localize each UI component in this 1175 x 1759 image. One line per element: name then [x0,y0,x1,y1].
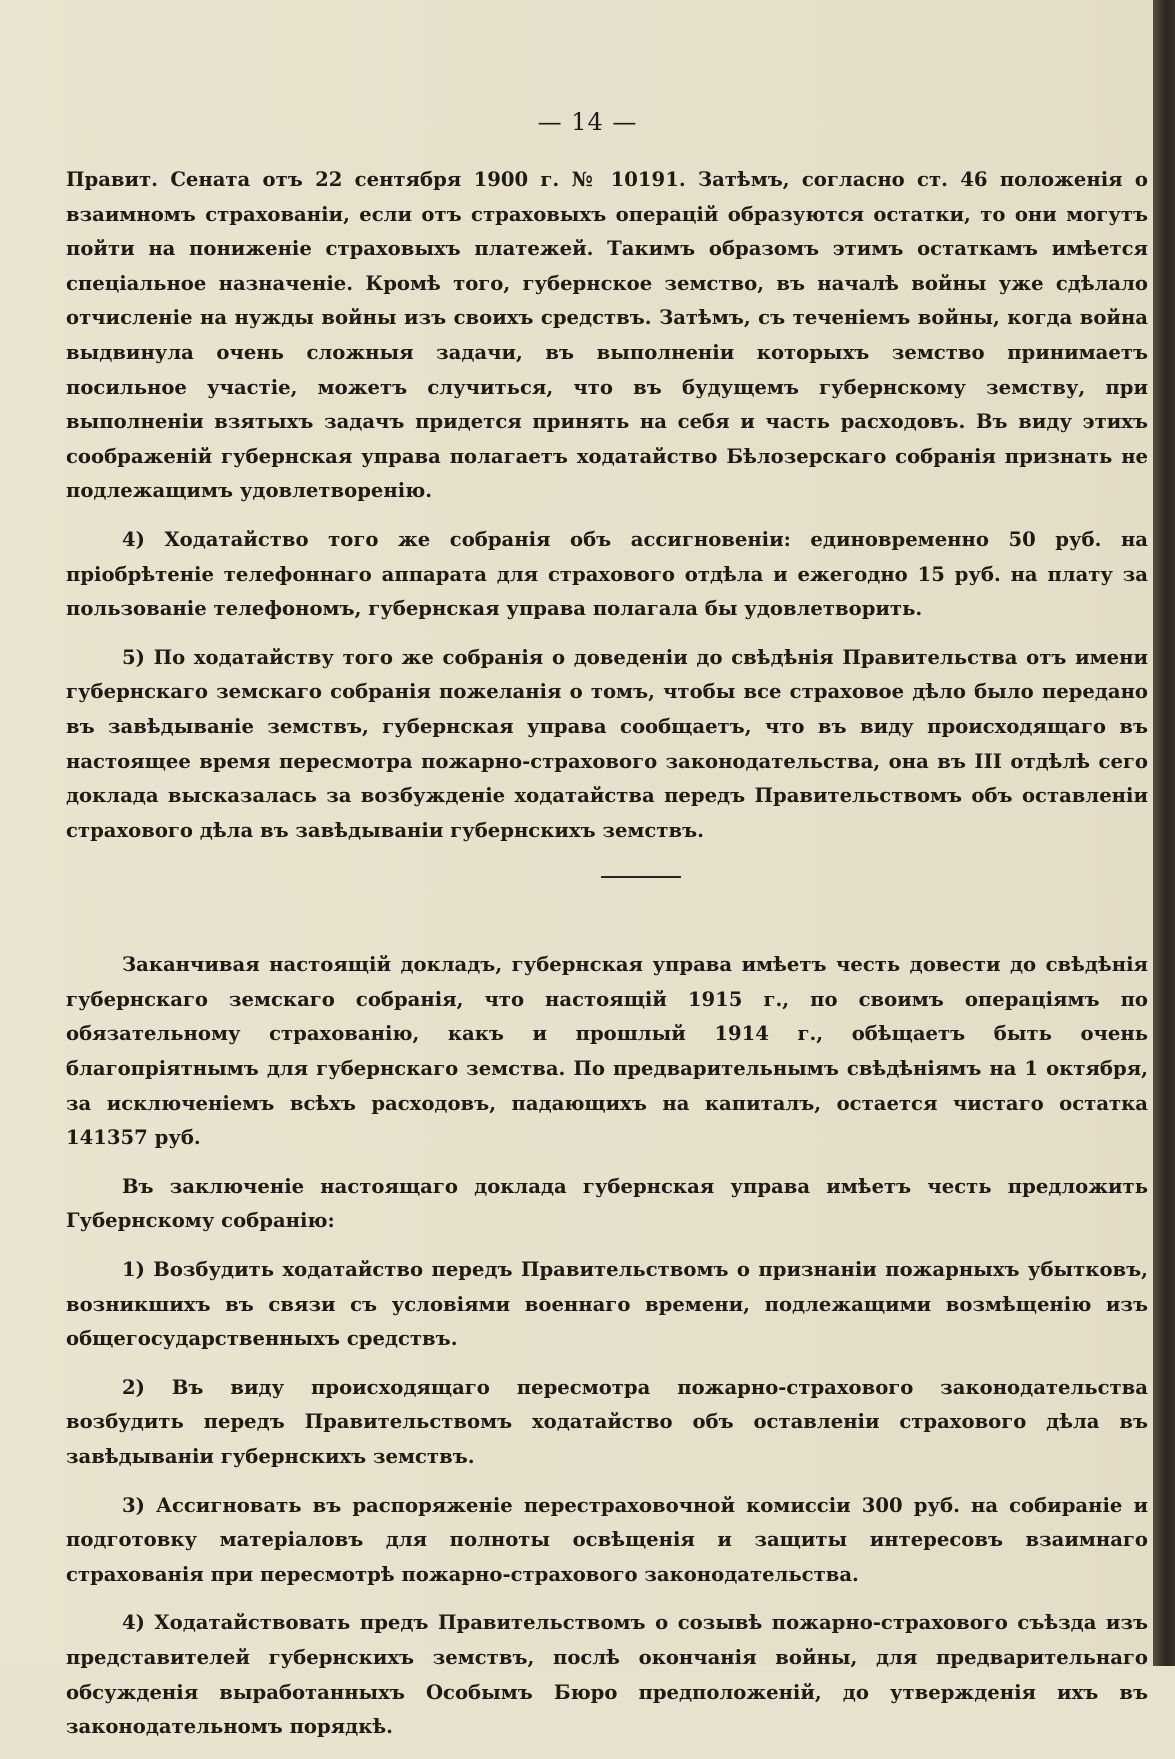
binding-edge [1153,0,1175,1666]
page-number: — 14 — [537,108,638,136]
section-divider [601,876,681,878]
body-text [66,163,1148,1759]
proposal-item-4: 4) Ходатайствовать предъ Правительствомъ о созывѣ пожарно-страхового съѣзда изъ представителей губернскихъ земствъ, послѣ окончанія войны, для предварительнаго обсужденія выработанныхъ Особымъ Бюро предположеній, до утвержденія ихъ въ законодательномъ порядкѣ. [66,1611,1148,1739]
proposal-item-1: 1) Возбудить ходатайство передъ Правительствомъ о признаніи пожарныхъ убытковъ, возникшихъ въ связи съ условіями военнаго времени, подлежащими возмѣщенію изъ общегосударственныхъ средствъ. [66,1258,1148,1351]
proposal-item-2: 2) Въ виду происходящаго пересмотра пожарно-страхового законодательства возбудить передъ Правительствомъ ходатайство объ оставленіи страхового дѣла въ завѣдываніи губернскихъ земствъ. [66,1375,1148,1468]
paragraph-item-5: 5) По ходатайству того же собранія о доведеніи до свѣдѣнія Правительства отъ имени губернскаго земскаго собранія пожеланія о томъ, чтобы все страховое дѣло было передано въ завѣдываніе земствъ, губернская управа сообщаетъ, что въ виду происходящаго въ настоящее время пересмотра пожарно-страхового законодательства, она въ III отдѣлѣ сего доклада высказалась за возбужденіе ходатайства передъ Правительствомъ объ оставленіи страхового дѣла въ завѣдываніи губернскихъ земствъ. [66,645,1148,842]
paragraph-conclusion: Заканчивая настоящій докладъ, губернская управа имѣетъ честь довести до свѣдѣнія губернскаго земскаго собранія, что настоящій 1915 г., по своимъ операціямъ по обязательному страхованію, какъ и прошлый 1914 г., обѣщаетъ быть очень благопріятнымъ для губернскаго земства. По предварительнымъ свѣдѣніямъ на 1 октября, за исключеніемъ всѣхъ расходовъ, падающихъ на капиталъ, остается чистаго остатка 141357 руб. [66,953,1148,1150]
proposal-item-3: 3) Ассигновать въ распоряженіе перестраховочной комиссіи 300 руб. на собираніе и подготовку матеріаловъ для полноты освѣщенія и защиты интересовъ взаимнаго страхованія при пересмотрѣ пожарно-страхового законодательства. [66,1493,1148,1586]
paragraph-item-4: 4) Ходатайство того же собранія объ ассигновеніи: единовременно 50 руб. на пріобрѣтеніе телефоннаго аппарата для страхового отдѣла и ежегодно 15 руб. на плату за пользованіе телефономъ, губернская управа полагала бы удовлетворить. [66,527,1148,621]
paragraph-proposal-intro: Въ заключеніе настоящаго доклада губернская управа имѣетъ честь предложить Губернскому собранію: [66,1174,1148,1233]
paragraph-continuation: Правит. Сената отъ 22 сентября 1900 г. № 10191. Затѣмъ, согласно ст. 46 положенія о взаимномъ страхованіи, если отъ страховыхъ операцій образуются остатки, то они могутъ пойти на пониженіе страховыхъ платежей. Такимъ образомъ этимъ остаткамъ имѣется спеціальное назначеніе. Кромѣ того, губернское земство, въ началѣ войны уже сдѣлало отчисленіе на нужды войны изъ своихъ средствъ. Затѣмъ, съ теченіемъ войны, когда война выдвинула очень сложныя задачи, въ выполненіи которыхъ земство принимаетъ посильное участіе, можетъ случиться, что въ будущемъ губернскому земству, при выполненіи взятыхъ задачъ придется принять на себя и часть расходовъ. Въ виду этихъ соображеній губернская управа полагаетъ ходатайство Бѣлозерскаго собранія признать не подлежащимъ удовлетворенію. [66,168,1148,503]
